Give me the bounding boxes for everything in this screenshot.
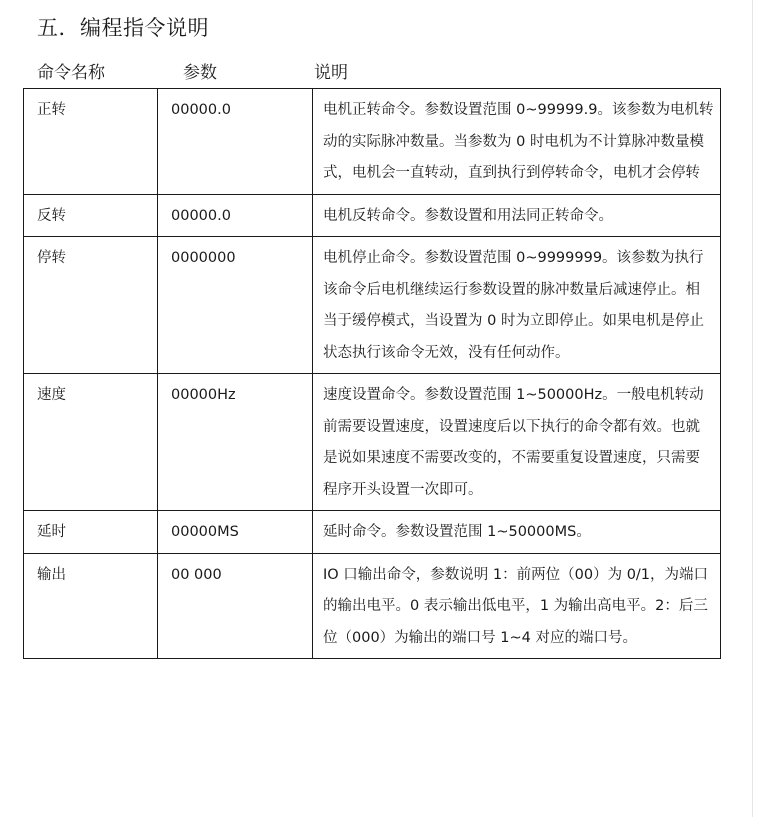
parameter-cell: 00000Hz [158,374,313,511]
description-cell: 速度设置命令。参数设置范围 1~50000Hz。一般电机转动前需要设置速度，设置速度后以下执行的命令都有效。也就是说如果速度不需要改变的，不需要重复设置速度，只需要程序开头设置一次即可。 [313,374,721,511]
command-name-cell: 输出 [24,553,158,659]
description-cell: IO 口输出命令，参数说明 1：前两位（00）为 0/1，为端口的输出电平。0 表示输出低电平，1 为输出高电平。2：后三位（000）为输出的端口号 1~4 对应的端口号。 [313,553,721,659]
parameter-cell: 00000.0 [158,194,313,237]
table-row [24,194,721,237]
parameter-cell: 00000.0 [158,89,313,195]
table-row [24,237,721,374]
command-name-cell: 延时 [24,511,158,554]
header-command-name: 命令名称 [37,63,105,83]
table-row [24,89,721,195]
command-name-cell: 停转 [24,237,158,374]
parameter-cell: 00000MS [158,511,313,554]
description-cell: 电机停止命令。参数设置范围 0~9999999。该参数为执行该命令后电机继续运行参数设置的脉冲数量后减速停止。相当于缓停模式，当设置为 0 时为立即停止。如果电机是停止状态执行该命令无效，没有任何动作。 [313,237,721,374]
header-parameter: 参数 [183,63,217,83]
parameter-cell: 00 000 [158,553,313,659]
command-name-cell: 正转 [24,89,158,195]
table-row [24,553,721,659]
section-title: 五．编程指令说明 [37,16,209,40]
parameter-cell: 0000000 [158,237,313,374]
description-cell: 延时命令。参数设置范围 1~50000MS。 [313,511,721,554]
command-name-cell: 速度 [24,374,158,511]
table-row [24,374,721,511]
page-edge-divider [752,0,753,817]
table-row [24,511,721,554]
command-table [23,88,721,659]
command-name-cell: 反转 [24,194,158,237]
description-cell: 电机反转命令。参数设置和用法同正转命令。 [313,194,721,237]
header-description: 说明 [314,63,348,83]
description-cell: 电机正转命令。参数设置范围 0~99999.9。该参数为电机转动的实际脉冲数量。当参数为 0 时电机为不计算脉冲数量模式，电机会一直转动，直到执行到停转命令，电机才会停转 [313,89,721,195]
